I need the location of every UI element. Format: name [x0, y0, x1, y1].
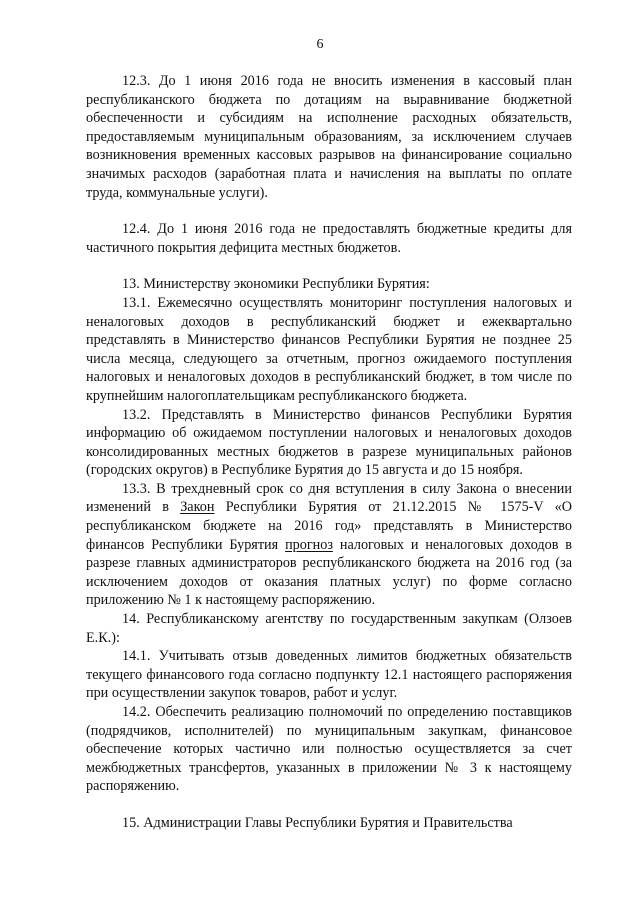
document-body: [86, 72, 572, 833]
paragraph-14: 14. Республиканскому агентству по государственным закупкам (Олзоев Е.К.):: [86, 611, 572, 646]
paragraph-13-3-text-2: Республики Бурятия от 21.12.2015 № 1575-V «О республиканском бюджете на 2016 год» представлять в Министерство финансов Республики Бурятия: [86, 499, 572, 553]
paragraph-12-4: 12.4. До 1 июня 2016 года не предоставлять бюджетные кредиты для частичного покрытия дефицита местных бюджетов.: [86, 221, 572, 256]
forecast-link[interactable]: прогноз: [285, 536, 333, 553]
paragraph-13-1: 13.1. Ежемесячно осуществлять мониторинг поступления налоговых и неналоговых доходов в республиканский бюджет и ежеквартально представлять в Министерство финансов Республики Бурятия не позднее 25 числа месяца, следующего за отчетным, прогноз ожидаемого поступления налоговых и неналоговых доходов в республиканский бюджет, в том числе по крупнейшим налогоплательщикам республиканского бюджета.: [86, 294, 572, 404]
paragraph-13-3: [86, 480, 572, 610]
paragraph-15: 15. Администрации Главы Республики Бурятия и Правительства: [122, 814, 513, 831]
paragraph-13: 13. Министерству экономики Республики Бурятия:: [122, 276, 430, 293]
paragraph-14-1: 14.1. Учитывать отзыв доведенных лимитов бюджетных обязательств текущего финансового года согласно подпункту 12.1 настоящего распоряжения при осуществлении закупок товаров, работ и услуг.: [86, 648, 572, 702]
paragraph-13-3-text-1: 13.3. В трехдневный срок со дня вступления в силу Закона о внесении изменений в: [86, 480, 572, 516]
paragraph-14-2: 14.2. Обеспечить реализацию полномочий по определению поставщиков (подрядчиков, исполнителей) по муниципальным закупкам, финансовое обеспечение которых частично или полностью осуществляется за счет межбюджетных трансфертов, указанных в приложении № 3 к настоящему распоряжению.: [86, 704, 572, 795]
paragraph-12-3: 12.3. До 1 июня 2016 года не вносить изменения в кассовый план республиканского бюджета по дотациям на выравнивание бюджетной обеспеченности и субсидиям на исполнение расходных обязательств, предоставляемым муниципальным образованиям, за исключением случаев возникновения временных кассовых разрывов на финансирование социально значимых расходов (заработная плата и начисления на выплаты по оплате труда, коммунальные услуги).: [86, 73, 572, 201]
page-number: 6: [316, 37, 324, 52]
paragraph-13-2: 13.2. Представлять в Министерство финансов Республики Бурятия информацию об ожидаемом поступлении налоговых и неналоговых доходов консолидированных местных бюджетов в разрезе муниципальных районов (городских округов) в Республике Бурятия до 15 августа и до 15 ноября.: [86, 406, 572, 479]
law-link[interactable]: Закон: [180, 499, 215, 516]
paragraph-13-3-text-3: налоговых и неналоговых доходов в разрезе главных администраторов республиканского бюджета на 2016 год (за исключением доходов от оказания платных услуг) по форме согласно приложению № 1 к настоящему распоряжению.: [86, 536, 572, 609]
